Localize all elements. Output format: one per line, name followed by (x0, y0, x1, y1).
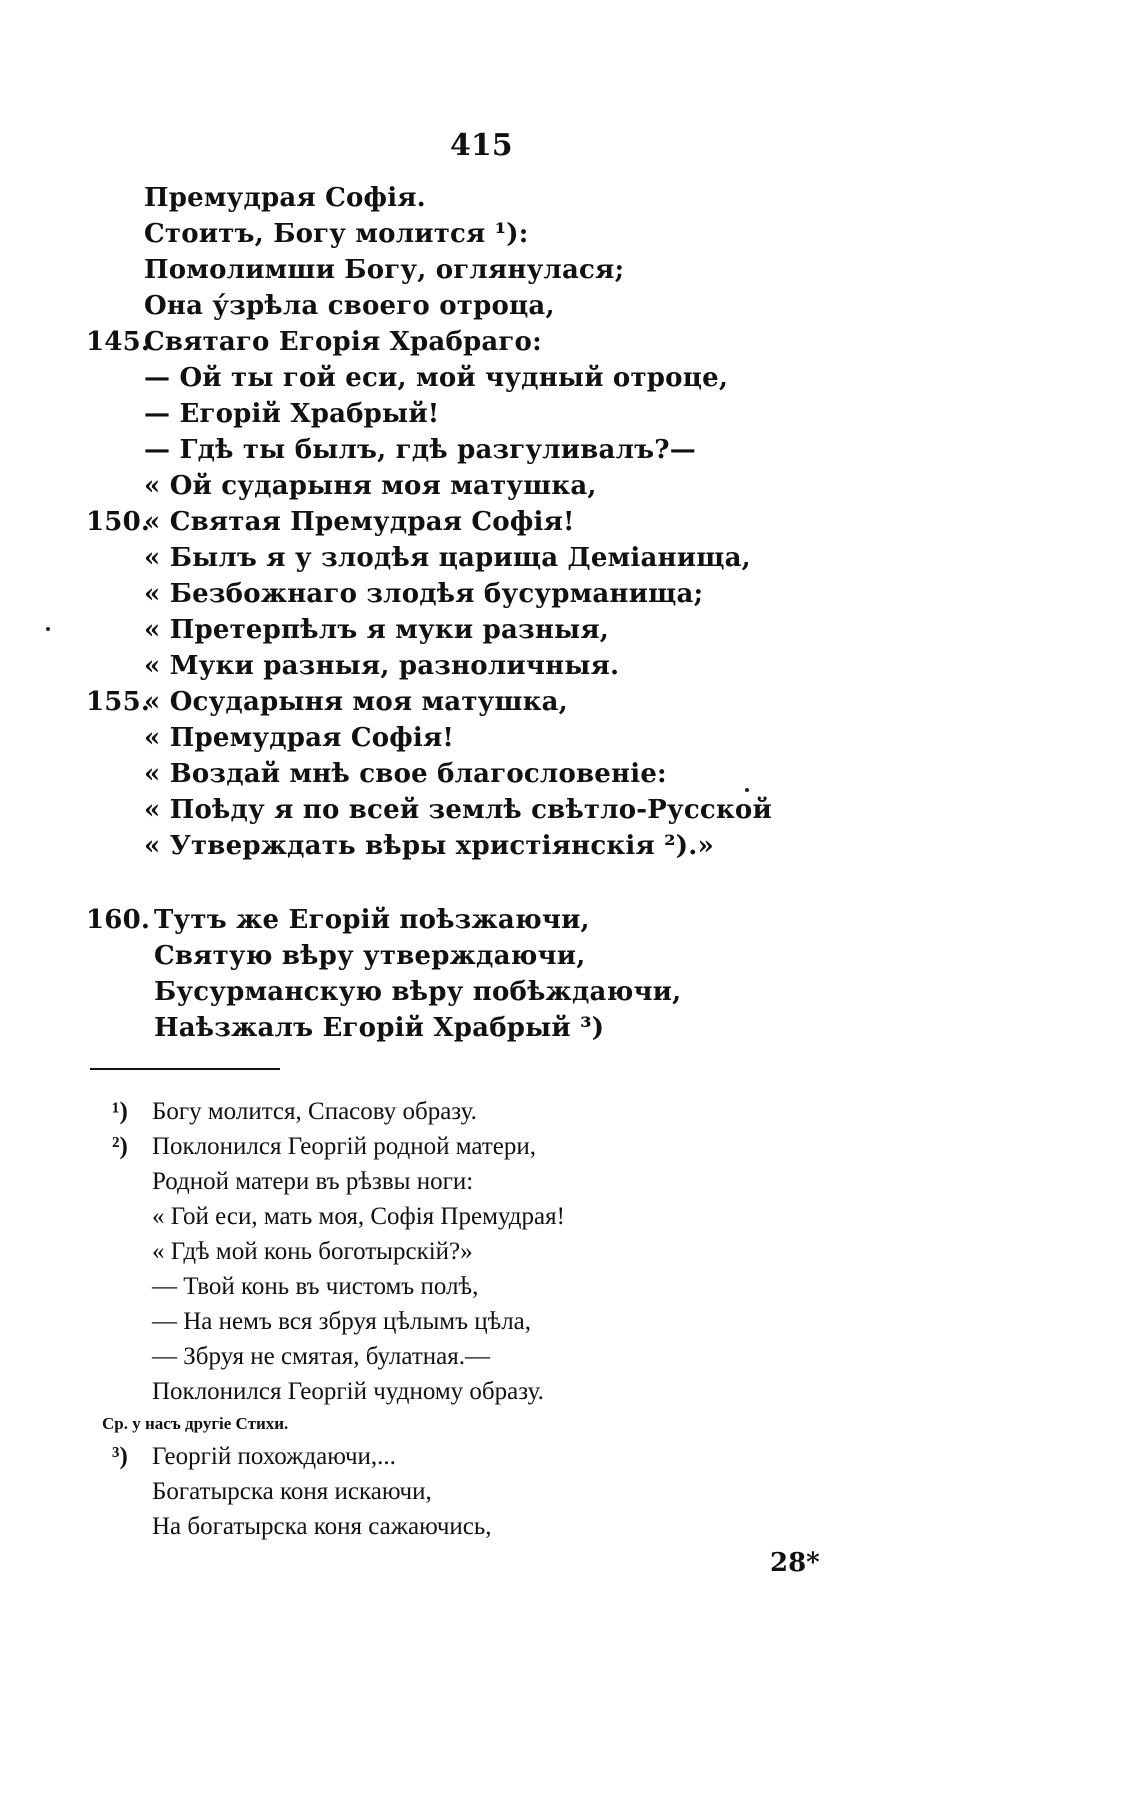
cross-reference-text: Ср. у насъ другіе Стихи. (102, 1414, 289, 1433)
verse-text: Помолимши Богу, оглянулася; (144, 255, 625, 285)
footnote-divider (90, 1068, 280, 1070)
footnote-text: — Збруя не смятая, булатная.— (152, 1343, 491, 1370)
verse-text: — Егорій Храбрый! (144, 399, 440, 429)
verse-text: « Поѣду я по всей землѣ свѣтло-Русской (144, 795, 772, 825)
printer-signature-mark: 28* (770, 1548, 820, 1578)
footnote-text: — Твой конь въ чистомъ полѣ, (152, 1273, 479, 1300)
verse-text: « Премудрая Софія! (144, 723, 455, 753)
verse-number: 145. (86, 327, 151, 357)
footnote-text: Георгій похождаючи,... (152, 1443, 396, 1470)
verse-text: « Претерпѣлъ я муки разныя, (144, 615, 610, 645)
verse-text: Наѣзжалъ Егорій Храбрый ³) (154, 1013, 605, 1043)
verse-text: Стоитъ, Богу молится ¹): (144, 219, 529, 249)
verse-text: « Осударыня моя матушка, (144, 687, 568, 717)
verse-text: « Муки разныя, разноличныя. (144, 651, 620, 681)
verse-number: 155. (86, 687, 151, 717)
verse-text: Тутъ же Егорій поѣзжаючи, (154, 905, 590, 935)
verse-text: « Воздай мнѣ свое благословеніе: (144, 759, 667, 789)
verse-text: Святаго Егорія Храбраго: (144, 327, 542, 357)
stray-ink-dot (745, 788, 749, 792)
footnote-text: Богатырска коня искаючи, (152, 1478, 432, 1505)
verse-text: Она у́зрѣла своего отроца, (144, 291, 555, 321)
verse-number: 160. (86, 905, 151, 935)
verse-text: Премудрая Софія. (144, 183, 426, 213)
verse-text: Святую вѣру утверждаючи, (154, 941, 586, 971)
footnote-text: Родной матери въ рѣзвы ноги: (152, 1168, 474, 1195)
footnote-text: На богатырска коня сажаючись, (152, 1513, 492, 1540)
page-number: 415 (450, 128, 513, 163)
verse-text: Бусурманскую вѣру побѣждаючи, (154, 977, 682, 1007)
verse-text: « Безбожнаго злодѣя бусурманища; (144, 579, 704, 609)
footnote-text: « Гой еси, мать моя, Софія Премудрая! (152, 1203, 565, 1230)
verse-text: « Святая Премудрая Софія! (144, 507, 575, 537)
stray-ink-dot (46, 627, 50, 631)
footnote-marker: ³) (112, 1443, 128, 1470)
footnote-text: « Гдѣ мой конь боготырскій?» (152, 1238, 473, 1265)
verse-text: — Ой ты гой еси, мой чудный отроце, (144, 363, 729, 393)
footnote-marker: ²) (112, 1133, 128, 1160)
footnote-text: Поклонился Георгій родной матери, (152, 1133, 536, 1160)
verse-number: 150. (86, 507, 151, 537)
verse-text: « Утверждать вѣры христіянскія ²).» (144, 831, 714, 861)
footnote-text: — На немъ вся збруя цѣлымъ цѣла, (152, 1308, 532, 1335)
verse-text: — Гдѣ ты былъ, гдѣ разгуливалъ?— (144, 435, 696, 465)
footnote-text: Богу молится, Спасову образу. (152, 1098, 477, 1125)
verse-text: « Ой сударыня моя матушка, (144, 471, 597, 501)
verse-text: « Былъ я у злодѣя царища Деміанища, (144, 543, 751, 573)
footnote-marker: ¹) (112, 1098, 128, 1125)
footnote-text: Поклонился Георгій чудному образу. (152, 1378, 544, 1405)
